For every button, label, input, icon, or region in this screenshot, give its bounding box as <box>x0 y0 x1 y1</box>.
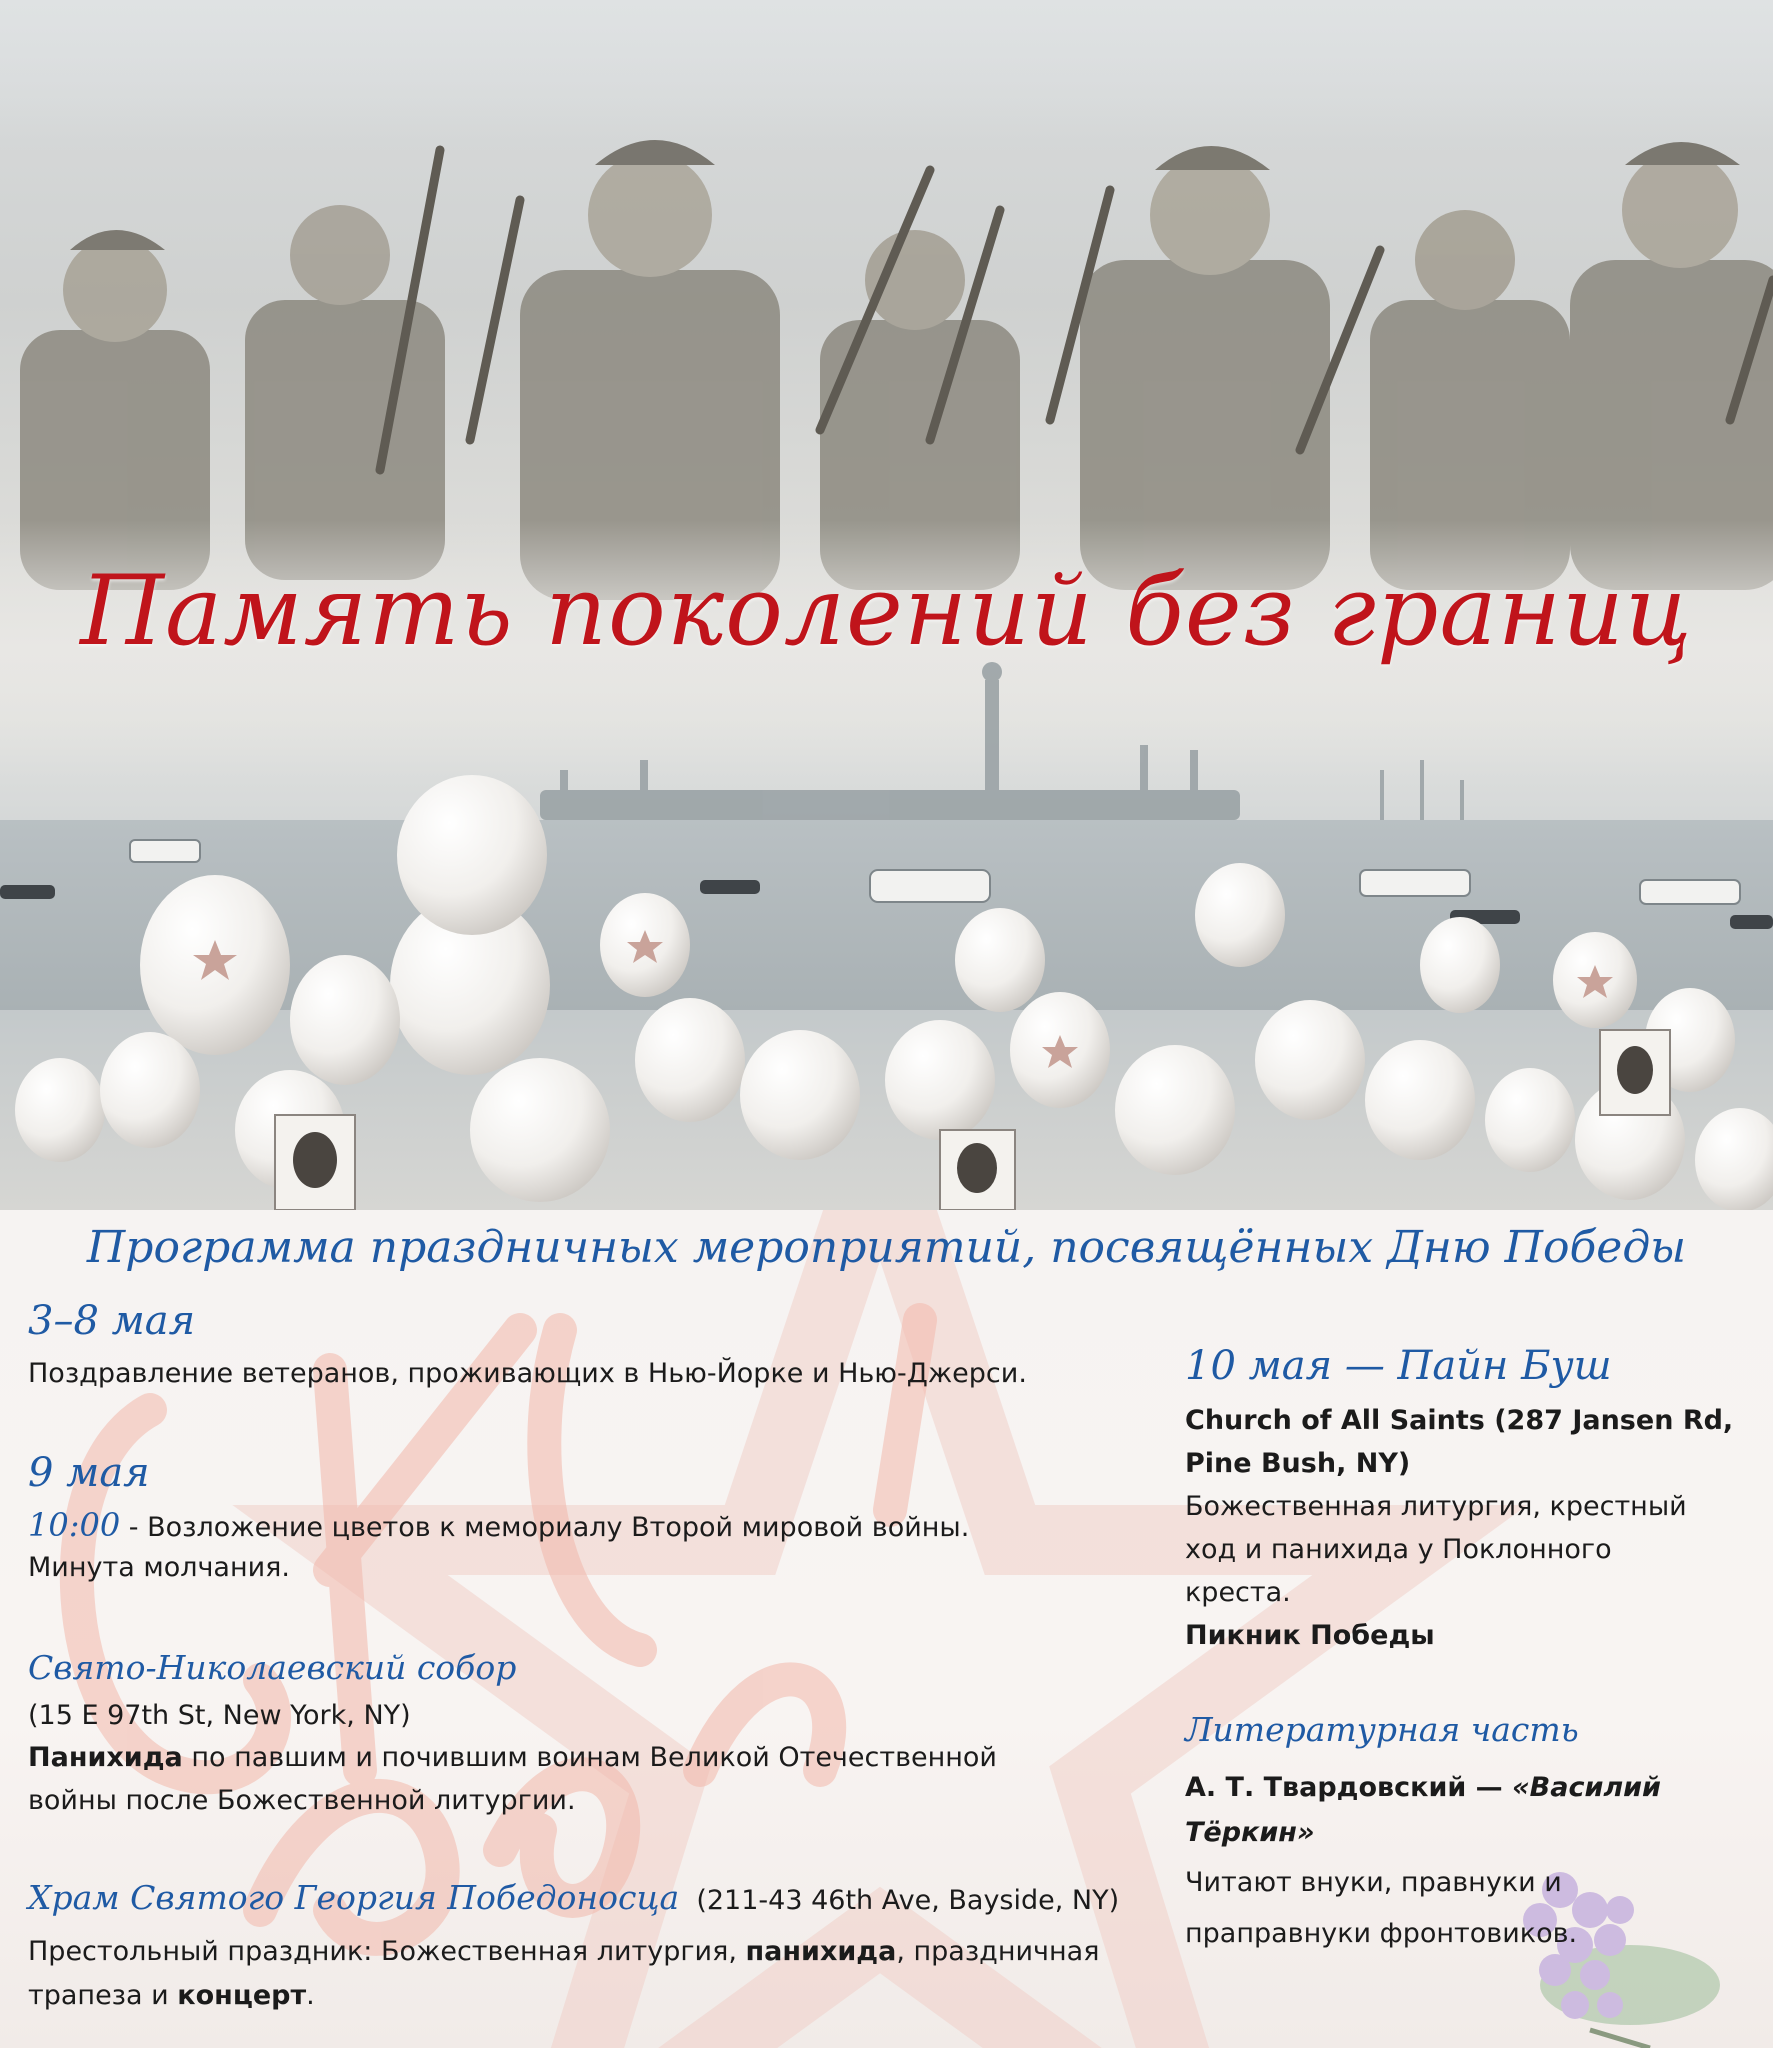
event2-date: 9 мая <box>28 1450 150 1496</box>
right-author-line1 <box>1185 1766 1661 1809</box>
event4-place: Храм Святого Георгия Победоносца <box>28 1878 680 1917</box>
hero-title: Память поколений без границ <box>80 555 1693 667</box>
event3-line1 <box>28 1736 997 1779</box>
event1-text: Поздравление ветеранов, проживающих в Нью-Йорке и Нью-Джерси. <box>28 1358 1027 1389</box>
event4-line2-a: трапеза и <box>28 1980 178 2011</box>
right-date: 10 мая — Пайн Буш <box>1185 1343 1612 1389</box>
event3-address: (15 E 97th St, New York, NY) <box>28 1700 411 1731</box>
right-readers-line1: Читают внуки, правнуки и <box>1185 1867 1562 1898</box>
right-readers-line2: праправнуки фронтовиков. <box>1185 1918 1578 1949</box>
event1-date: 3–8 мая <box>28 1298 196 1344</box>
event2-line2: Минута молчания. <box>28 1552 290 1583</box>
event4-line2 <box>28 1974 315 2017</box>
event4-header <box>28 1876 1119 1922</box>
event4-line2-c: . <box>306 1980 315 2011</box>
program-section <box>0 1210 1773 2048</box>
event2-line1 <box>28 1504 969 1549</box>
program-subtitle: Программа праздничных мероприятий, посвящённых Дню Победы <box>86 1222 1687 1273</box>
event4-line2-b: концерт <box>177 1980 307 2011</box>
right-church-line2: Pine Bush, NY) <box>1185 1448 1411 1479</box>
right-author-a: А. Т. Твардовский — <box>1185 1772 1513 1803</box>
right-church-line1: Church of All Saints (287 Jansen Rd, <box>1185 1405 1734 1436</box>
right-author-b: «Василий <box>1512 1772 1661 1803</box>
event2-time: 10:00 <box>28 1506 121 1544</box>
right-desc-line3: креста. <box>1185 1577 1291 1608</box>
right-author-line2: Тёркин» <box>1185 1817 1315 1848</box>
event3-bold: Панихида <box>28 1742 183 1773</box>
right-desc-line1: Божественная литургия, крестный <box>1185 1491 1687 1522</box>
event3-line1-rest: по павшим и почившим воинам Великой Отечественной <box>182 1742 997 1773</box>
right-desc-line2: ход и панихида у Поклонного <box>1185 1534 1612 1565</box>
right-lit-heading: Литературная часть <box>1185 1710 1579 1749</box>
event4-address: (211-43 46th Ave, Bayside, NY) <box>696 1885 1120 1916</box>
event4-line1-a: Престольный праздник: Божественная литургия, <box>28 1936 746 1967</box>
event3-place: Свято-Николаевский собор <box>28 1648 517 1687</box>
right-picnic: Пикник Победы <box>1185 1620 1435 1651</box>
event3-line2: войны после Божественной литургии. <box>28 1785 576 1816</box>
event2-line1-text: - Возложение цветов к мемориалу Второй мировой войны. <box>120 1512 970 1543</box>
event4-line1-c: , праздничная <box>896 1936 1100 1967</box>
event4-line1 <box>28 1930 1099 1973</box>
event4-line1-b: панихида <box>745 1936 897 1967</box>
